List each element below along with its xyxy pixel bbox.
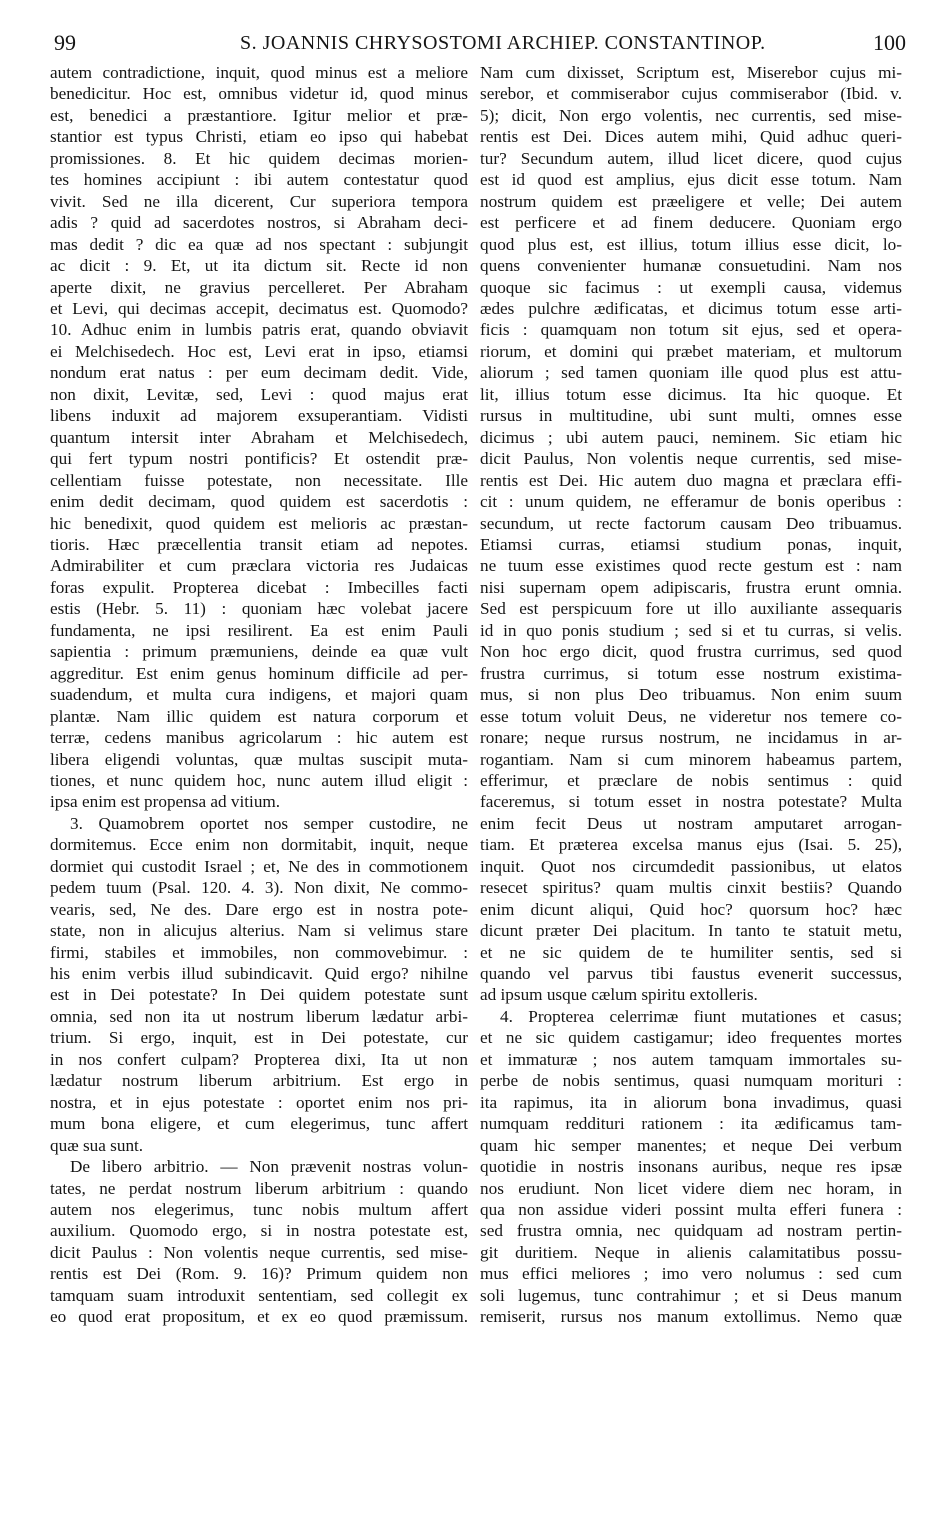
text-line: tioris. Hæc præcellentia transit etiam ad nepotes. [50, 534, 468, 554]
text-line: stantior est typus Christi, etiam eo ipso qui habebat [50, 127, 468, 147]
text-line: git duritiem. Neque in alienis calamitatibus possu- [480, 1242, 902, 1262]
text-line: numquam reddituri rationem : ita ædificamus tam- [480, 1114, 902, 1134]
text-line: nondum erat natus : per eum decimam dedit. Vide, [50, 363, 468, 383]
text-line: frustra currimus, si totum esse nostrum existima- [480, 663, 902, 683]
left-text-column [50, 62, 468, 1328]
text-line: libera eligendi voluntas, quæ multas suscipit muta- [50, 749, 468, 769]
text-line: ita rapimus, ita in aliorum bona invadimus, quasi [480, 1092, 902, 1112]
text-line: ac dicit : 9. Et, ut ita dictum sit. Recte id non [50, 256, 468, 276]
text-line: quantum intersit inter Abraham et Melchisedech, [50, 427, 468, 447]
text-line: tamquam suam introduxit sententiam, sed collegit ex [50, 1285, 468, 1305]
text-line: rentis est Dei. Dices autem mihi, Quid adhuc queri- [480, 127, 902, 147]
text-line: enim dicunt aliqui, Quid hoc? quorsum hoc? hæc [480, 899, 902, 919]
text-line: sed frustra omnia, nec quidquam ad nostram pertin- [480, 1221, 902, 1241]
text-line: quando vel parvus tibi faustus evenerit successus, [480, 964, 902, 984]
text-line: soli lugemus, tunc contrahimur ; et si Deus manum [480, 1285, 902, 1305]
text-line: ad ipsum usque cælum spiritu extolleris. [480, 985, 758, 1005]
text-line: nostra, et in ejus potestate : oportet enim nos pri- [50, 1092, 468, 1112]
text-line: remiserit, rursus nos manum extollimus. Nemo quæ [480, 1307, 902, 1327]
text-line: quoque sic facimus : ut exempli causa, videmus [480, 277, 902, 297]
text-line: estis (Hebr. 5. 11) : quoniam hæc volebat jacere [50, 599, 468, 619]
text-line: suadendum, et multa cura indigens, et majori quam [50, 685, 468, 705]
text-line: mum bona eligere, et cum elegerimus, tunc affert [50, 1114, 468, 1134]
text-line: state, non in alicujus alterius. Nam si velimus stare [50, 921, 468, 941]
text-line: et ne sic quidem de te humiliter sentis, sed si [480, 942, 902, 962]
text-line: rursus in multitudine, ubi sunt multi, omnes esse [480, 406, 902, 426]
text-line: firmi, stabiles et immobiles, non commovebimur. : [50, 942, 468, 962]
text-line: id in quo ponis studium ; sed si et tu curras, si velis. [480, 620, 902, 640]
text-line: terræ, cedens manibus agricolarum : hic autem est [50, 728, 468, 748]
text-line: rogantiam. Nam si cum minorem habeamus partem, [480, 749, 902, 769]
text-line: 10. Adhuc enim in lumbis patris erat, quando obviavit [50, 320, 468, 340]
text-line: tes homines accipiunt : ibi autem contestatur quod [50, 170, 468, 190]
text-line: auxilium. Quomodo ergo, si in nostra potestate est, [50, 1221, 468, 1241]
text-line: rentis est Dei. Hic autem duo magna et præclara effi- [480, 470, 902, 490]
text-line: riorum, et domini qui præbet materiam, et multorum [480, 341, 902, 361]
text-line: Admirabiliter et cum præclara victoria res Judaicas [50, 556, 468, 576]
text-line: adis ? quid ad sacerdotes nostros, si Abraham deci- [50, 213, 468, 233]
right-text-column [480, 62, 902, 1328]
text-line: autem contradictione, inquit, quod minus est a meliore [50, 63, 468, 82]
text-line: secundum, ut recte factorum causam Deo tribuamus. [480, 513, 902, 533]
text-line: pedem tuum (Psal. 120. 4. 3). Non dixit, Ne commo- [50, 878, 468, 898]
text-line: dormiet qui custodit Israel ; et, Ne des in commotionem [50, 856, 468, 876]
text-line: nos erudiunt. Non licet videre diem nec horam, in [480, 1178, 902, 1198]
text-line: lit, illius totum esse dicimus. Ita hic quoque. Et [480, 384, 902, 404]
text-line: est in Dei potestate? In Dei quidem potestate sunt [50, 985, 468, 1005]
text-line: Nam cum dixisset, Scriptum est, Miserebor cujus mi- [480, 63, 902, 82]
text-line: inquit. Quot nos circumdedit passionibus, ut elatos [480, 856, 902, 876]
text-line: dicit Paulus : Non volentis neque currentis, sed mise- [50, 1242, 468, 1262]
text-line: enim dedit decimam, quod quidem est sacerdotis : [50, 492, 468, 512]
text-line: aggreditur. Est enim genus hominum difficile ad per- [50, 663, 468, 683]
text-line: rentis est Dei (Rom. 9. 16)? Primum quidem non [50, 1264, 468, 1284]
text-line: autem nos elegerimus, tunc nobis multum affert [50, 1200, 468, 1220]
text-line: non dixit, Levitæ, sed, Levi : quod majus erat [50, 384, 468, 404]
text-line: Non hoc ergo dicit, quod frustra currimus, sed quod [480, 642, 902, 662]
text-line: qui fert typum nostri pontificis? Et ostendit præ- [50, 449, 468, 469]
text-line: ficis : quamquam non totum sit ejus, sed et opera- [480, 320, 902, 340]
text-line: tiam. Et præterea excelsa manus ejus (Isai. 5. 25), [480, 835, 902, 855]
text-line: et ne sic quidem castigamur; ideo frequentes mortes [480, 1028, 902, 1048]
text-line: vearis, sed, Ne des. Dare ergo est in nostra pote- [50, 899, 468, 919]
text-line: dicunt præter Dei placitum. In tanto te statuit metu, [480, 921, 902, 941]
text-line: ipsa enim est propensa ad vitium. [50, 792, 281, 812]
text-line: resecet spiritus? quam multis cinxit bestiis? Quando [480, 878, 902, 898]
text-line: plantæ. Nam illic quidem est natura corporum et [50, 706, 468, 726]
text-line: trium. Si ergo, inquit, est in Dei potestate, cur [50, 1028, 468, 1048]
text-line: sapientia : primum præmuniens, deinde ea quæ vult [50, 642, 468, 662]
page-number-left: 99 [54, 30, 76, 55]
text-line: vivit. Sed ne illa dicerent, Cur superiora tempora [50, 191, 468, 211]
text-line: est, benedici a præstantiore. Igitur melior et præ- [50, 105, 468, 125]
text-line: his enim verbis illud subindicavit. Quid ergo? nihilne [50, 964, 468, 984]
text-line: promissiones. 8. Et hic quidem decimas morien- [50, 148, 468, 168]
text-line: eo quod erat propositum, et ex eo quod præmissum. [50, 1307, 468, 1327]
text-line: fundamenta, ne ipsi resilirent. Ea est enim Pauli [50, 620, 468, 640]
text-line: esse totum voluit Deus, ne videretur nos temere co- [480, 706, 902, 726]
text-line: nisi supernam opem adipiscaris, frustra erunt omnia. [480, 577, 902, 597]
text-line: Sed est perspicuum fore ut illo auxiliante assequaris [480, 599, 902, 619]
text-line: 5); dicit, Non ergo volentis, nec currentis, sed mise- [480, 105, 902, 125]
text-line: 3. Quamobrem oportet nos semper custodire, ne [70, 813, 468, 833]
text-line: serebor, et commiserabor cujus commiserabor (Ibid. v. [480, 84, 902, 104]
text-line: efferimur, et præclare de nobis sentimus : quid [480, 770, 902, 790]
text-line: cellentiam fuisse potestate, non necessitate. Ille [50, 470, 468, 490]
text-line: perbe de nobis sentimus, quasi numquam morituri : [480, 1071, 902, 1091]
text-line: mus, si non plus Deo tribuamus. Non enim suum [480, 685, 902, 705]
text-line: quæ sua sunt. [50, 1135, 144, 1155]
text-line: benedicitur. Hoc est, omnibus videtur id, quod minus [50, 84, 468, 104]
text-line: faceremus, si totum esset in nostra potestate? Multa [480, 792, 902, 812]
text-line: tiones, et nunc quidem hoc, nunc autem illud eligit : [50, 770, 468, 790]
text-line: tur? Secundum autem, illud licet dicere, quod cujus [480, 148, 902, 168]
text-line: mus effici meliores ; imo vero nolumus : sed cum [480, 1264, 902, 1284]
text-line: quens convenienter humanæ consuetudini. Nam nos [480, 256, 902, 276]
text-line: ronare; neque rursus nostrum, ne incidamus in ar- [480, 728, 902, 748]
text-line: Etiamsi curras, etiamsi studium ponas, inquit, [480, 534, 902, 554]
page-number-right: 100 [873, 30, 906, 55]
text-line: dicit Paulus, Non volentis neque currentis, sed mise- [480, 449, 902, 469]
running-header [0, 30, 934, 60]
text-line: et Levi, qui decimas accepit, decimatus est. Quomodo? [50, 298, 468, 318]
text-line: qua non assidue videri possint multa efferi funera : [480, 1200, 902, 1220]
running-title: S. JOANNIS CHRYSOSTOMI ARCHIEP. CONSTANTINOP. [240, 32, 766, 54]
text-line: quotidie in nostris insonans auribus, neque res ipsæ [480, 1157, 902, 1177]
text-line: mas dedit ? dic ea quæ ad nos spectant : subjungit [50, 234, 468, 254]
text-line: foras expulit. Propterea dicebat : Imbecilles facti [50, 577, 468, 597]
text-line: enim fecit Deus ut nostram amputaret arrogan- [480, 813, 902, 833]
text-line: in nos confert culpam? Propterea dixi, Ita ut non [50, 1049, 468, 1069]
text-line: quod plus est, est illius, totum illius esse dicit, lo- [480, 234, 902, 254]
text-line: lædatur nostrum liberum arbitrium. Est ergo in [50, 1071, 468, 1091]
text-line: est id quod est amplius, ejus dicit esse totum. Nam [480, 170, 902, 190]
text-line: dicimus ; ubi autem pauci, neminem. Sic etiam hic [480, 427, 902, 447]
text-line: est perficere et ad finem deducere. Quoniam ergo [480, 213, 902, 233]
text-line: 4. Propterea celerrimæ fiunt mutationes et casus; [500, 1006, 902, 1026]
text-line: aperte dixit, ne gravius percelleret. Per Abraham [50, 277, 468, 297]
text-line: aliorum ; sed tamen quoniam ille quod plus est attu- [480, 363, 902, 383]
text-line: hic benedixit, quod quidem est melioris ac præstan- [50, 513, 468, 533]
text-line: nostrum quidem est præeligere et velle; Dei autem [480, 191, 902, 211]
text-line: tates, ne perdat nostrum liberum arbitrium : quando [50, 1178, 468, 1198]
text-line: De libero arbitrio. — Non prævenit nostras volun- [70, 1157, 468, 1177]
text-line: et immaturæ ; nos autem tamquam immortales su- [480, 1049, 902, 1069]
text-line: ei Melchisedech. Hoc est, Levi erat in ipso, etiamsi [50, 341, 468, 361]
text-line: quam hic semper manentes; et neque Dei verbum [480, 1135, 902, 1155]
text-line: dormitemus. Ecce enim non dormitabit, inquit, neque [50, 835, 468, 855]
text-line: ne tuum esse existimes quod recte gestum est : nam [480, 556, 902, 576]
text-line: ædes pulchre ædificatas, et dicimus totum esse arti- [480, 298, 902, 318]
text-line: libens induxit ad majorem exsuperantiam. Vidisti [50, 406, 468, 426]
text-line: omnia, sed non ita ut nostrum liberum lædatur arbi- [50, 1006, 468, 1026]
text-line: cit : unum quidem, ne efferamur de bonis operibus : [480, 492, 902, 512]
